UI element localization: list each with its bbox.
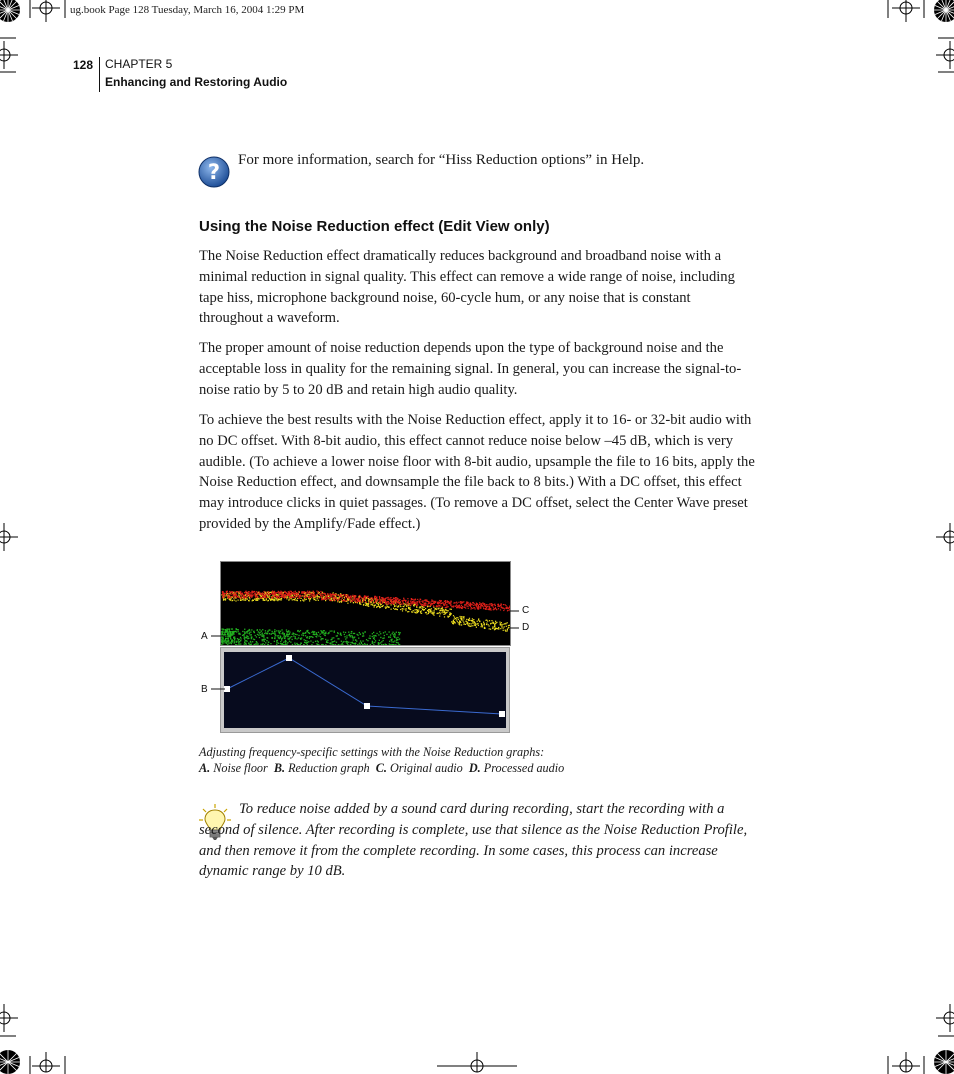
callout-b: B — [201, 684, 208, 695]
figure-caption — [199, 744, 564, 776]
caption-key: C. — [375, 761, 387, 775]
reduction-graph-handle[interactable] — [364, 703, 370, 709]
target-right-upper — [936, 41, 954, 69]
caption-text: Original audio — [389, 761, 463, 775]
starburst-bottom-right — [934, 1050, 954, 1074]
caption-text: Noise floor — [213, 761, 268, 775]
body-paragraph-3: To achieve the best results with the Noise Reduction effect, apply it to 16- or 32-bit audio with no DC offset. With 8-bit audio, this effect cannot reduce noise below –45 dB, which is very audible. (To achieve a lower noise floor with 8-bit audio, upsample the file to 16 bits, apply the Noise Reduction effect, and downsample the file back to 8 bits.) With a DC offset, this effect may introduce clicks in quiet passages. (To remove a DC offset, select the Center Wave preset provided by the Amplify/Fade effect.) — [199, 412, 755, 532]
caption-items — [199, 760, 564, 776]
section-heading: Using the Noise Reduction effect (Edit View only) — [199, 218, 550, 235]
target-bottom-left — [32, 1052, 60, 1072]
target-right-lower — [936, 1004, 954, 1032]
body-paragraph-2: The proper amount of noise reduction depends upon the type of background noise and the acceptable loss in quality for the remaining signal. In general, you can increase the signal-to-noise ratio by 5 to 20 dB and retain high audio quality. — [199, 340, 742, 398]
help-question-icon — [198, 156, 230, 188]
target-bottom-center — [437, 1052, 517, 1072]
chapter-label: CHAPTER 5 — [105, 57, 173, 71]
reduction-graph-handle[interactable] — [499, 711, 505, 717]
chapter-title: Enhancing and Restoring Audio — [105, 75, 288, 89]
target-left-upper — [0, 41, 18, 69]
tip-text: To reduce noise added by a sound card during recording, start the recording with a second of silence. After recording is complete, use that silence as the Noise Reduction Profile, and then remove it from the complete recording. In some cases, this process can increase dynamic range by 10 dB. — [199, 801, 748, 880]
caption-key: B. — [273, 761, 286, 775]
help-note-text: For more information, search for “Hiss Reduction options” in Help. — [238, 152, 645, 168]
target-left-lower — [0, 1004, 18, 1032]
page-number: 128 — [73, 58, 94, 72]
header-rule — [99, 57, 100, 92]
figure-callout-lines — [195, 600, 540, 700]
starburst-top-right — [934, 0, 954, 22]
print-slug: ug.book Page 128 Tuesday, March 16, 2004 1:29 PM — [70, 4, 305, 16]
caption-key: D. — [468, 761, 481, 775]
callout-c: C — [522, 605, 530, 616]
caption-key: A. — [199, 761, 211, 775]
svg-text:?: ? — [207, 160, 221, 184]
caption-text: Processed audio — [483, 761, 565, 775]
target-top-left — [32, 0, 60, 22]
starburst-bottom-left — [0, 1050, 20, 1074]
caption-text: Reduction graph — [288, 761, 370, 775]
target-bottom-right — [892, 1052, 920, 1072]
target-top-right — [892, 0, 920, 22]
target-left-mid — [0, 523, 18, 551]
starburst-top-left — [0, 0, 20, 22]
body-paragraph-1: The Noise Reduction effect dramatically reduces background and broadband noise with a minimal reduction in signal quality. This effect can remove a wide range of noise, including tape hiss, microphone background noise, 60-cycle hum, or any noise that is constant throughout a waveform. — [199, 248, 735, 327]
caption-title: Adjusting frequency-specific settings with the Noise Reduction graphs: — [199, 745, 545, 759]
target-right-mid — [936, 523, 954, 551]
callout-a: A — [201, 631, 208, 642]
callout-d: D — [522, 622, 530, 633]
